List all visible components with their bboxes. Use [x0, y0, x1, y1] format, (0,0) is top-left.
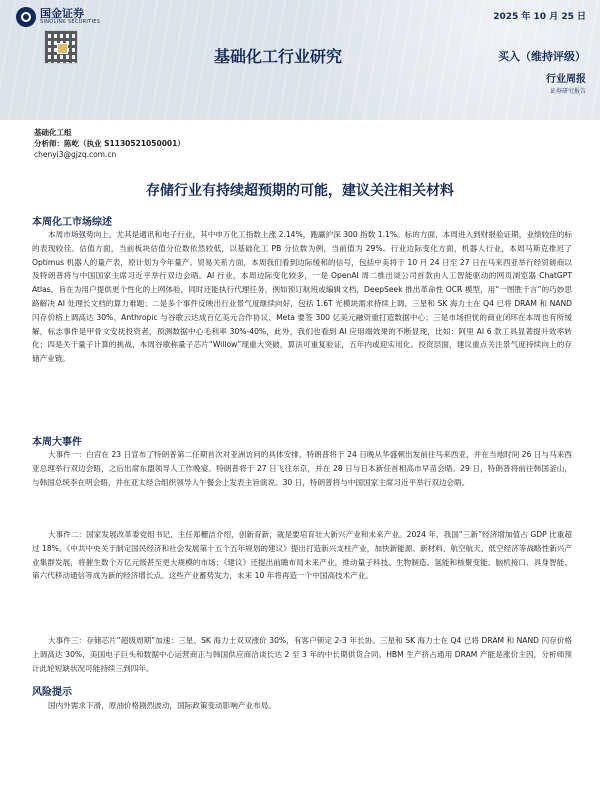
- analyst-name: 分析师：陈屹（执业 S1130521050001）: [34, 139, 185, 148]
- risk-paragraph: 国内外需求下滑，原油价格剧烈波动，国际政策变动影响产业布局。: [48, 701, 276, 710]
- sinolink-logo-icon: [16, 7, 36, 27]
- logo-name-en: SINOLINK SECURITIES: [40, 19, 101, 25]
- main-title: 存储行业有持续超预期的可能，建议关注相关材料: [146, 183, 454, 199]
- event-paragraph-1: 大事件一：白宫在 23 日宣布了特朗普第二任期首次对亚洲访问的具体安排，特朗普将于 24 日晚从华盛顿出发前往马来西亚，并在当地时间 26 日与马来西亚总理举行双边会晤，之后出席东盟领导人工作晚宴。特朗普将于 27 日飞往东京，并在 28 日与日本新任首相高市早苗会晤。29 日，特朗普将前往韩国釜山，与韩国总统李在明会晤，并在亚太经合组织领导人午餐会上发表主旨演说。30 日，特朗普将与中国国家主席习近平举行双边会晤。: [32, 450, 572, 487]
- event-paragraph-3: 大事件三：存储芯片“超级周期”加速：三星、SK 海力士双双涨价 30%，有客户锁定 2-3 年长协。三星和 SK 海力士在 Q4 已将 DRAM 和 NAND 闪存价格上调高达 30%，美国电子巨头和数据中心运营商正与韩国供应商洽谈长达 2 至 3 年的中长期供货合同。HBM 生产挤占通用 DRAM 产能是涨价主因，分析师预计此轮短缺状况可能持续三到四年。: [32, 636, 572, 673]
- report-subtype: 证券研究报告: [549, 88, 586, 95]
- report-title: 基础化工行业研究: [214, 47, 343, 66]
- section-title-events: 本周大事件: [32, 437, 82, 448]
- event-paragraph-2: 大事件二：国家发展改革委党组书记、主任郑栅洁介绍，创新育新，就是要培育壮大新兴产业和未来产业。2024 年，我国“三新”经济增加值占 GDP 比重超过 18%。《中共中央关于制定国民经济和社会发展第十五个五年规划的建议》提出打造新兴支柱产业，加快新能源、新材料、航空航天、低空经济等战略性新兴产业集群发展，将催生数个万亿元级甚至更大规模的市场；《建议》还提出前瞻布局未来产业，推动量子科技、生物制造、氢能和核聚变能、脑机接口、具身智能、第六代移动通信等成为新的经济增长点。这些产业蓄势发力，未来 10 年将再造一个中国高技术产业。: [32, 530, 572, 581]
- analyst-info: [34, 127, 185, 160]
- analyst-email[interactable]: chenyi3@gjzq.com.cn: [34, 150, 117, 159]
- section-title-risk: 风险提示: [32, 687, 72, 698]
- report-header: [0, 0, 600, 120]
- section-title-market: 本周化工市场综述: [32, 217, 112, 228]
- report-type: 行业周报: [546, 74, 586, 85]
- report-date: 2025 年 10 月 25 日: [493, 12, 586, 22]
- research-group: 基础化工组: [34, 128, 72, 137]
- rating-label: 买入（维持评级）: [498, 50, 586, 63]
- qr-code-icon: [44, 30, 78, 64]
- market-summary-paragraph: 本周市场强势向上，尤其是通讯和电子行业，其中申万化工指数上涨 2.14%，跑赢沪深 300 指数 1.1%。标的方面，本周进入到财报验证期，业绩较佳的标的表现较佳。估值方面，当前板块估值分位数依然较低，以基础化工 PB 分位数为例，当前值为 29%。行业边际变化方面，机器人行业，本周马斯克推迟了 Optimus 机器人的量产表，原计划为今年量产。贸易关系方面，本周我们看到边际缓和的信号，包括中美将于 10 月 24 日至 27 日在马来西亚举行经贸磋商以及特朗普将与中国国家主席习近平举行双边会晤。AI 行业，本周边际变化较多，一是 OpenAI 周二推出谈公司首款由人工智能驱动的网页浏览器 ChatGPT Atlas，旨在为用户提供更个性化的上网体验，同时还能执行代理任务，例如预订航班或编辑文档，DeepSeek 推出革命性 OCR 模型，用“一图胜千言”的巧妙思路解决 AI 处理长文档的算力难题；二是多个事件反映出行业景气度继续向好，包括 1.6T 光模块需求持续上调、三星和 SK 海力士在 Q4 已将 DRAM 和 NAND 闪存价格上调高达 30%、Anthropic 与谷歌云达成百亿美元合作协议、Meta 要签 300 亿美元融资重打造数据中心；三是市场担忧的商业闭环在本周也有所缓解，标志事件是甲骨文安抚投资者，预测数据中心毛利率 30%-40%，此外，我们也看到 AI 应用端效果的不断显现，比如：阿里 AI 6 款工具显著提升效率转化；四是关于量子计算的挑战，本周谷歌称量子芯片“Willow”现重大突破，算法可重复验证，五年内或迎实用化。投资层面，建议重点关注景气度持续向上的存储产业链。: [32, 230, 572, 364]
- logo-name-cn: 国金证券: [40, 7, 84, 20]
